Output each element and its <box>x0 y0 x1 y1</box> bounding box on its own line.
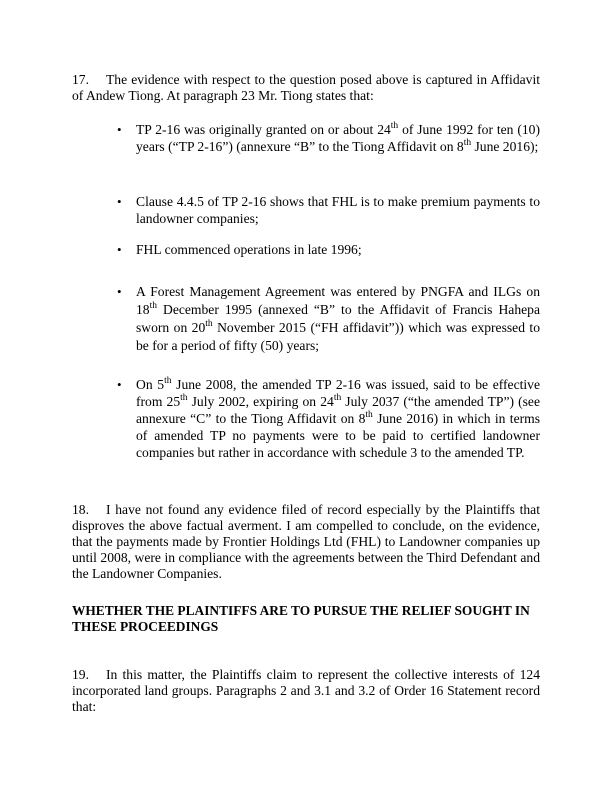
list-item <box>117 241 540 258</box>
list-item <box>117 283 540 355</box>
paragraph-19 <box>72 667 540 715</box>
bullet-icon: • <box>117 122 122 137</box>
paragraph-number: 19. <box>72 667 89 682</box>
paragraph-number: 17. <box>72 72 89 87</box>
paragraph-text: I have not found any evidence filed of record especially by the Plaintiffs that disproves the above factual averment. I am compelled to conclude, on the evidence, that the payments made by Frontier Holdings Ltd (FHL) to Landowner companies up until 2008, were in compliance with the agreements between the Third Defendant and the Landowner Companies. <box>72 502 540 581</box>
list-item-text: Clause 4.4.5 of TP 2-16 shows that FHL is to make premium payments to landowner companies; <box>136 194 540 226</box>
paragraph-number: 18. <box>72 502 89 517</box>
bullet-icon: • <box>117 284 122 299</box>
paragraph-18 <box>72 502 540 582</box>
paragraph-text: The evidence with respect to the question posed above is captured in Affidavit of Andew Tiong. At paragraph 23 Mr. Tiong states that: <box>72 72 540 103</box>
bullet-icon: • <box>117 242 122 257</box>
paragraph-text: In this matter, the Plaintiffs claim to represent the collective interests of 124 incorporated land groups. Paragraphs 2 and 3.1 and 3.2 of Order 16 Statement record that: <box>72 667 540 714</box>
list-item <box>117 121 540 155</box>
list-item-text: On 5th June 2008, the amended TP 2-16 was issued, said to be effective from 25th July 2002, expiring on 24th July 2037 (“the amended TP”) (see annexure “C” to the Tiong Affidavit on 8th June 2016) in which in terms of amended TP no payments were to be paid to certified landowner companies but rather in accordance with schedule 3 to the amended TP. <box>136 376 541 460</box>
list-item <box>117 376 540 461</box>
list-item-text: FHL commenced operations in late 1996; <box>136 242 362 257</box>
paragraph-17 <box>72 72 540 104</box>
list-item <box>117 193 540 227</box>
list-item-text: TP 2-16 was originally granted on or about 24th of June 1992 for ten (10) years (“TP 2-16”) (annexure “B” to the Tiong Affidavit on 8th June 2016); <box>136 121 540 154</box>
bullet-icon: • <box>117 377 122 392</box>
list-item-text: A Forest Management Agreement was entered by PNGFA and ILGs on 18th December 1995 (annexed “B” to the Affidavit of Francis Hahepa sworn on 20th November 2015 (“FH affidavit”)) which was expressed to be for a period of fifty (50) years; <box>136 284 541 353</box>
bullet-icon: • <box>117 194 122 209</box>
section-heading: WHETHER THE PLAINTIFFS ARE TO PURSUE THE RELIEF SOUGHT IN THESE PROCEEDINGS <box>72 603 530 634</box>
